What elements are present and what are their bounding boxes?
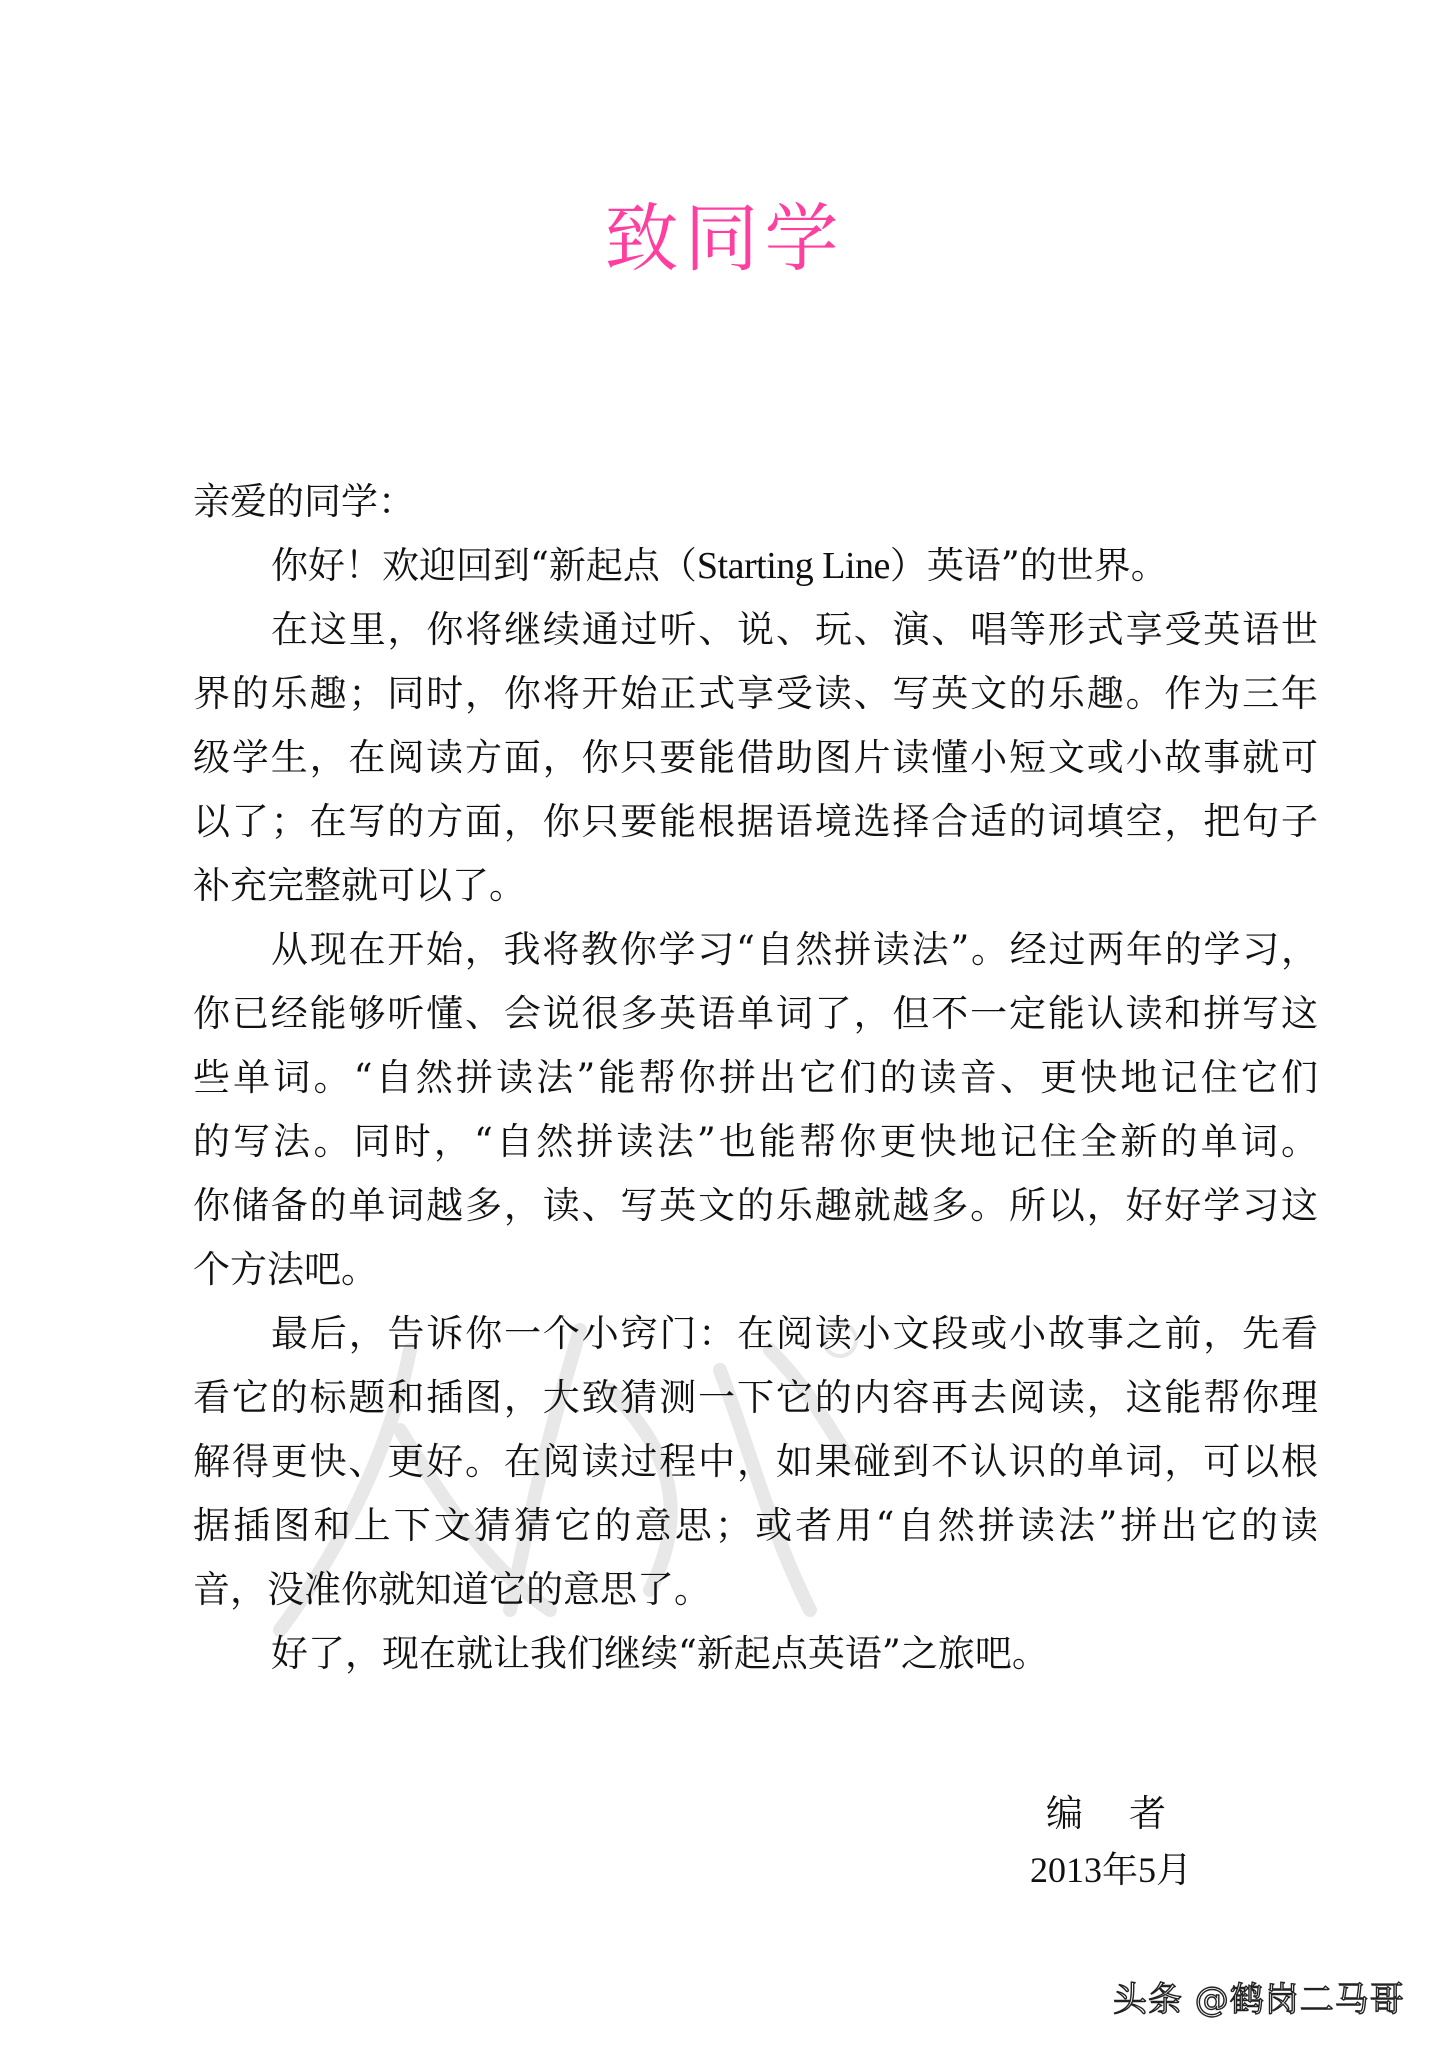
paragraph-line: 最后，告诉你一个小窍门：在阅读小文段或小故事之前，先看 (271, 1312, 1318, 1355)
letter-body (193, 470, 1318, 1686)
paragraph-line: 好了，现在就让我们继续“新起点英语”之旅吧。 (271, 1632, 1049, 1675)
date: 2013年5月 (1030, 1850, 1193, 1890)
salutation: 亲爱的同学： (193, 480, 415, 523)
paragraph-line: 个方法吧。 (193, 1248, 378, 1291)
paragraph-line: 你已经能够听懂、会说很多英语单词了，但不一定能认读和拼写这 (193, 992, 1318, 1035)
chinese-text: 你好！欢迎回到“新起点（ (271, 544, 697, 587)
paragraph-line: 解得更快、更好。在阅读过程中，如果碰到不认识的单词，可以根 (193, 1440, 1318, 1483)
english-text: Starting Line (696, 545, 890, 587)
author-signature: 编者 (1046, 1792, 1212, 1835)
page-title: 致同学 (604, 196, 845, 282)
paragraph-line: 级学生，在阅读方面，你只要能借助图片读懂小短文或小故事就可 (193, 736, 1318, 779)
paragraph-line: 在这里，你将继续通过听、说、玩、演、唱等形式享受英语世 (271, 608, 1318, 651)
source-credit: 头条 @鹤岗二马哥 (1113, 1980, 1405, 2020)
paragraph-line: 你储备的单词越多，读、写英文的乐趣就越多。所以，好好学习这 (193, 1184, 1318, 1227)
paragraph-line: 音，没准你就知道它的意思了。 (193, 1568, 711, 1611)
paragraph-line (193, 534, 1318, 598)
paragraph-line: 从现在开始，我将教你学习“自然拼读法”。经过两年的学习， (271, 928, 1318, 971)
paragraph-line: 界的乐趣；同时，你将开始正式享受读、写英文的乐趣。作为三年 (193, 672, 1318, 715)
paragraph-line: 补充完整就可以了。 (193, 864, 526, 907)
chinese-text: ）英语”的世界。 (889, 544, 1168, 587)
paragraph-line: 的写法。同时，“自然拼读法”也能帮你更快地记住全新的单词。 (193, 1120, 1318, 1163)
paragraph-line: 些单词。“自然拼读法”能帮你拼出它们的读音、更快地记住它们 (193, 1056, 1318, 1099)
paragraph-line: 看它的标题和插图，大致猜测一下它的内容再去阅读，这能帮你理 (193, 1376, 1318, 1419)
paragraph-line: 以了；在写的方面，你只要能根据语境选择合适的词填空，把句子 (193, 800, 1318, 843)
paragraph-line: 据插图和上下文猜猜它的意思；或者用“自然拼读法”拼出它的读 (193, 1504, 1318, 1547)
